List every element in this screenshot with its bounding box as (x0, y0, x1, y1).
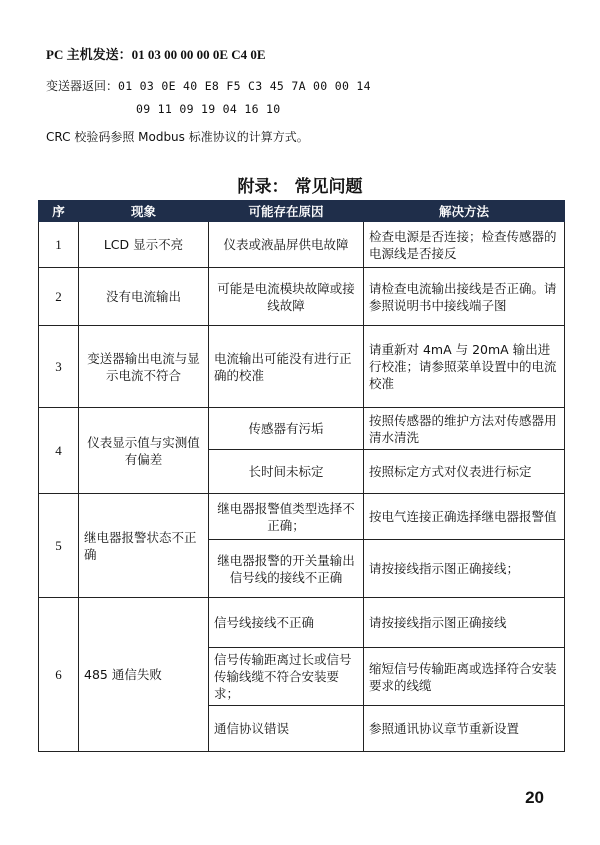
row-number: 5 (39, 494, 79, 598)
pc-send-label: PC 主机发送： (46, 47, 132, 62)
header-solution: 解决方法 (364, 201, 565, 222)
row-number: 1 (39, 222, 79, 268)
row-cause: 仪表或液晶屏供电故障 (209, 222, 364, 268)
row-solution: 按照传感器的维护方法对传感器用清水清洗 (364, 408, 565, 450)
table-row (39, 408, 565, 450)
row-cause: 电流输出可能没有进行正确的校准 (209, 326, 364, 408)
table-row (39, 222, 565, 268)
row-number: 3 (39, 326, 79, 408)
row-cause: 通信协议错误 (209, 706, 364, 752)
row-solution: 按照标定方式对仪表进行标定 (364, 450, 565, 494)
row-symptom: 继电器报警状态不正确 (79, 494, 209, 598)
row-solution: 请重新对 4mA 与 20mA 输出进行校准；请参照菜单设置中的电流校准 (364, 326, 565, 408)
table-row (39, 268, 565, 326)
row-symptom: 仪表显示值与实测值有偏差 (79, 408, 209, 494)
row-number: 4 (39, 408, 79, 494)
faq-header-row (39, 201, 565, 222)
row-solution: 按电气连接正确选择继电器报警值 (364, 494, 565, 540)
header-cause: 可能存在原因 (209, 201, 364, 222)
reply-value-2: 09 11 09 19 04 16 10 (136, 102, 281, 116)
row-solution: 请按接线指示图正确接线 (364, 598, 565, 648)
faq-table (38, 200, 565, 752)
row-solution: 请按接线指示图正确接线； (364, 540, 565, 598)
row-cause: 长时间未标定 (209, 450, 364, 494)
row-symptom: 没有电流输出 (79, 268, 209, 326)
appendix-title: 附录： 常见问题 (237, 177, 363, 197)
reply-value-1: 01 03 0E 40 E8 F5 C3 45 7A 00 00 14 (118, 79, 371, 93)
reply-line (46, 77, 371, 94)
row-cause: 继电器报警的开关量输出信号线的接线不正确 (209, 540, 364, 598)
crc-note: CRC 校验码参照 Modbus 标准协议的计算方式。 (46, 130, 309, 144)
table-row (39, 494, 565, 540)
table-row (39, 598, 565, 648)
row-cause: 信号传输距离过长或信号传输线缆不符合安装要求； (209, 648, 364, 706)
row-cause: 信号线接线不正确 (209, 598, 364, 648)
row-number: 2 (39, 268, 79, 326)
pc-send-line (46, 44, 266, 63)
pc-send-value: 01 03 00 00 00 0E C4 0E (131, 47, 266, 62)
row-solution: 参照通讯协议章节重新设置 (364, 706, 565, 752)
row-symptom: LCD 显示不亮 (79, 222, 209, 268)
row-solution: 检查电源是否连接；检查传感器的电源线是否接反 (364, 222, 565, 268)
row-symptom: 变送器输出电流与显示电流不符合 (79, 326, 209, 408)
row-cause: 可能是电流模块故障或接线故障 (209, 268, 364, 326)
row-symptom: 485 通信失败 (79, 598, 209, 752)
row-solution: 缩短信号传输距离或选择符合安装要求的线缆 (364, 648, 565, 706)
table-row (39, 326, 565, 408)
header-symptom: 现象 (79, 201, 209, 222)
header-no: 序 (39, 201, 79, 222)
row-cause: 传感器有污垢 (209, 408, 364, 450)
row-cause: 继电器报警值类型选择不正确； (209, 494, 364, 540)
reply-label: 变送器返回： (46, 79, 119, 93)
row-number: 6 (39, 598, 79, 752)
page-number: 20 (525, 788, 544, 807)
row-solution: 请检查电流输出接线是否正确。请参照说明书中接线端子图 (364, 268, 565, 326)
